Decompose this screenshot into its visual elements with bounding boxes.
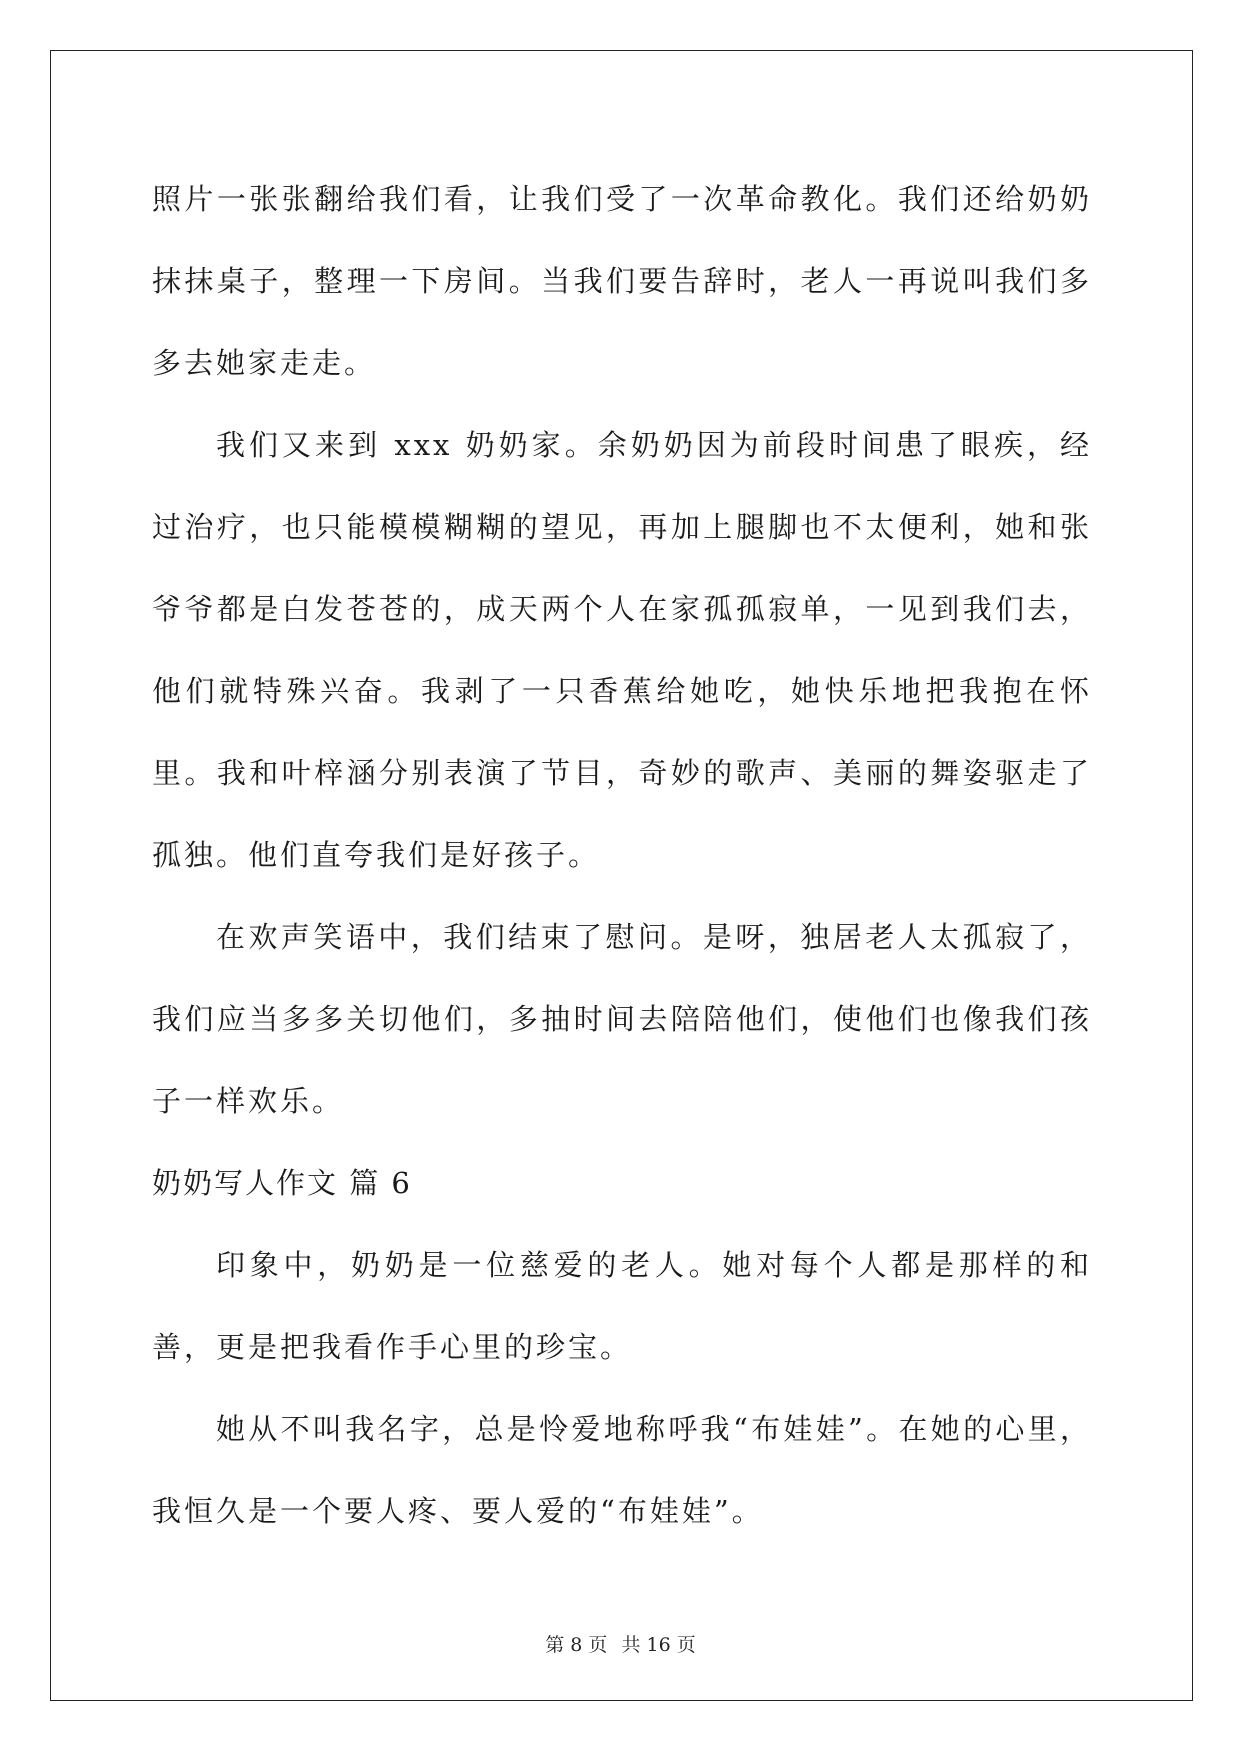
section-heading: 奶奶写人作文 篇 6 [152,1166,412,1200]
page-number: 第 8 页 [545,1634,608,1656]
page-total: 共 16 页 [621,1634,696,1656]
paragraph: 印象中，奶奶是一位慈爱的老人。她对每个人都是那样的和善，更是把我看作手心里的珍宝。 [152,1248,1092,1364]
document-body [152,158,1092,1552]
paragraph: 我们又来到 xxx 奶奶家。余奶奶因为前段时间患了眼疾，经过治疗，也只能模模糊糊的望见，再加上腿脚也不太便利，她和张爷爷都是白发苍苍的，成天两个人在家孤孤寂单，一见到我们去，他们就特殊兴奋。我剥了一只香蕉给她吃，她快乐地把我抱在怀里。我和叶梓涵分别表演了节目，奇妙的歌声、美丽的舞姿驱走了孤独。他们直夸我们是好孩子。 [152,428,1092,872]
paragraph: 在欢声笑语中，我们结束了慰问。是呀，独居老人太孤寂了，我们应当多多关切他们，多抽时间去陪陪他们，使他们也像我们孩子一样欢乐。 [152,920,1092,1118]
paragraph: 她从不叫我名字，总是怜爱地称呼我“布娃娃”。在她的心里，我恒久是一个要人疼、要人爱的“布娃娃”。 [152,1412,1092,1528]
paragraph: 照片一张张翻给我们看，让我们受了一次革命教化。我们还给奶奶抹抹桌子，整理一下房间。当我们要告辞时，老人一再说叫我们多多去她家走走。 [152,182,1092,380]
page-footer [0,1630,1241,1657]
